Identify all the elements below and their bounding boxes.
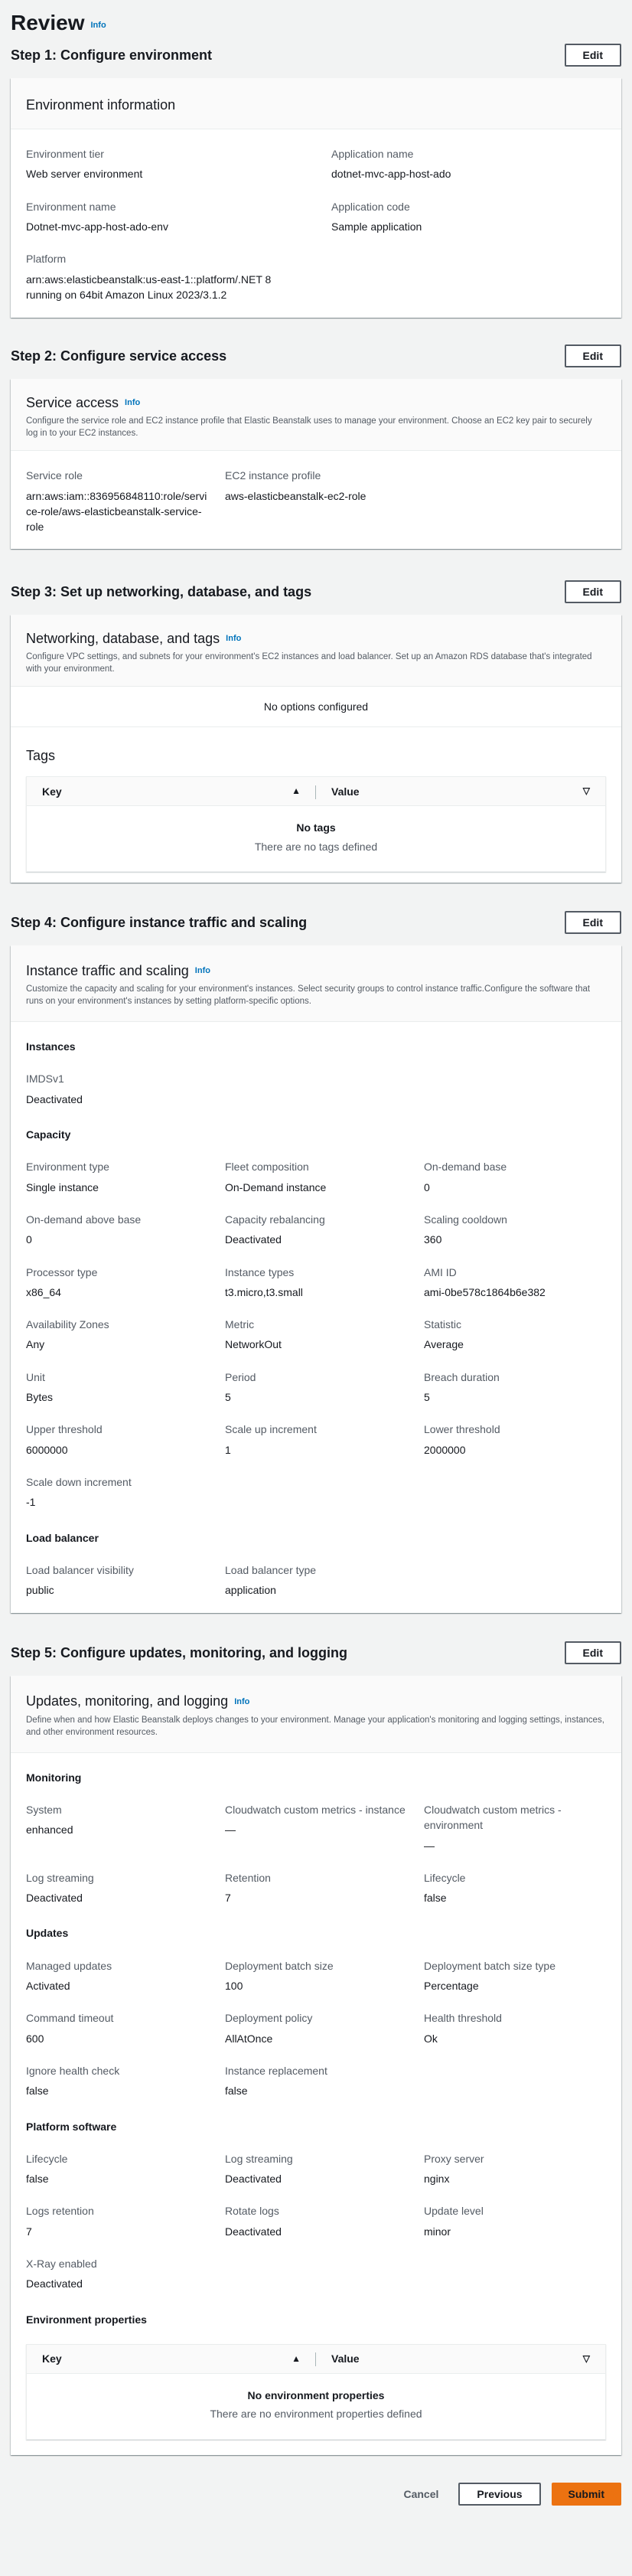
field-label: Deployment batch size type — [424, 1959, 555, 1972]
field-value: 0 — [26, 1233, 32, 1246]
column-header: Value — [331, 785, 360, 798]
field-item — [26, 1802, 225, 1853]
tags-table — [26, 776, 606, 872]
service-access-info-link[interactable]: Info — [125, 398, 141, 408]
updates-monitoring-title: Updates, monitoring, and logging — [26, 1693, 229, 1709]
sort-ascending-icon: ▲ — [292, 785, 301, 797]
field-value: application — [225, 1584, 276, 1597]
field-label: System — [26, 1804, 62, 1816]
field-item — [26, 1159, 225, 1195]
field-label: Processor type — [26, 1265, 98, 1278]
step5-section — [11, 1641, 621, 2454]
field-item — [225, 2010, 424, 2046]
field-value: Deactivated — [225, 2173, 282, 2186]
updates-monitoring-info-link[interactable]: Info — [234, 1696, 250, 1706]
field-value: 5 — [225, 1391, 231, 1404]
monitoring-subtitle: Monitoring — [26, 1771, 82, 1784]
field-value: 2000000 — [424, 1443, 466, 1456]
field-item — [424, 2151, 623, 2187]
field-item — [26, 2010, 225, 2046]
field-label: Load balancer type — [225, 1563, 317, 1576]
field-label: On-demand base — [424, 1161, 507, 1174]
empty-title: No environment properties — [247, 2388, 385, 2401]
step1-edit-button[interactable]: Edit — [565, 44, 621, 67]
field-label: Rotate logs — [225, 2205, 279, 2218]
field-label: Lower threshold — [424, 1423, 500, 1436]
field-value: dotnet-mvc-app-host-ado — [331, 168, 451, 181]
field-item — [424, 1958, 623, 1994]
field-label: Update level — [424, 2205, 484, 2218]
field-item — [424, 2203, 623, 2239]
updates-grid — [26, 1958, 606, 2099]
field-label: Upper threshold — [26, 1423, 103, 1436]
platform-software-subtitle: Platform software — [26, 2120, 117, 2133]
capacity-grid — [26, 1159, 606, 1510]
field-item — [225, 1317, 424, 1353]
page-header — [11, 0, 621, 40]
sort-ascending-icon: ▲ — [292, 2352, 301, 2364]
field-value: 7 — [225, 1892, 231, 1905]
updates-subtitle: Updates — [26, 1927, 69, 1940]
field-label: Cloudwatch custom metrics - instance — [225, 1804, 406, 1816]
wizard-footer — [11, 2455, 621, 2518]
updates-monitoring-card — [11, 1676, 621, 2454]
field-value: Deactivated — [26, 1892, 83, 1905]
field-label: Deployment policy — [225, 2012, 313, 2025]
field-label: Ignore health check — [26, 2064, 120, 2077]
service-access-card — [11, 379, 621, 548]
field-item — [424, 1370, 623, 1406]
field-label: Platform — [26, 253, 67, 266]
field-item — [424, 1212, 623, 1248]
field-item — [424, 1159, 623, 1195]
monitoring-grid — [26, 1802, 606, 1905]
updates-monitoring-description: Define when and how Elastic Beanstalk deploys changes to your environment. Manage your application's monitoring and logging settings, instances, and other environment resources. — [26, 1715, 604, 1737]
field-label: AMI ID — [424, 1265, 457, 1278]
field-item — [424, 2010, 623, 2046]
field-label: Scale down increment — [26, 1475, 132, 1488]
field-value: Dotnet-mvc-app-host-ado-env — [26, 220, 168, 233]
field-value: Sample application — [331, 220, 422, 233]
field-label: EC2 instance profile — [225, 469, 321, 482]
field-value: NetworkOut — [225, 1338, 282, 1351]
field-value: Single instance — [26, 1180, 99, 1193]
step2-edit-button[interactable]: Edit — [565, 344, 621, 367]
field-label: Lifecycle — [26, 2152, 68, 2165]
field-label: Service role — [26, 469, 83, 482]
field-value: arn:aws:elasticbeanstalk:us-east-1::platform/.NET 8 running on 64bit Amazon Linux 2023/3.1.2 — [26, 273, 272, 301]
field-value: Activated — [26, 1980, 70, 1993]
field-value: false — [26, 2173, 49, 2186]
networking-title: Networking, database, and tags — [26, 630, 220, 646]
field-item — [225, 1265, 424, 1301]
environment-info-card — [11, 78, 621, 318]
step4-edit-button[interactable]: Edit — [565, 911, 621, 934]
field-label: Capacity rebalancing — [225, 1213, 325, 1226]
field-item — [26, 2256, 225, 2292]
field-value: On-Demand instance — [225, 1180, 327, 1193]
step2-title: Step 2: Configure service access — [11, 348, 227, 364]
field-value: Ok — [424, 2032, 438, 2045]
field-label: Statistic — [424, 1318, 462, 1331]
environment-properties-subtitle: Environment properties — [26, 2313, 147, 2326]
field-item — [225, 1159, 424, 1195]
step2-section — [11, 344, 621, 548]
field-value: false — [26, 2085, 49, 2098]
previous-button[interactable]: Previous — [458, 2483, 540, 2506]
field-label: Breach duration — [424, 1370, 500, 1383]
field-value: Any — [26, 1338, 45, 1351]
no-options-text: No options configured — [11, 687, 621, 727]
field-label: Scale up increment — [225, 1423, 317, 1436]
field-label: Instance replacement — [225, 2064, 327, 2077]
field-value: 0 — [424, 1180, 430, 1193]
field-value: false — [424, 1892, 447, 1905]
networking-card — [11, 615, 621, 883]
tags-value-column[interactable] — [316, 784, 605, 799]
field-value: 360 — [424, 1233, 442, 1246]
field-value: enhanced — [26, 1823, 73, 1837]
field-label: Lifecycle — [424, 1871, 466, 1884]
field-value: Deactivated — [225, 2225, 282, 2238]
field-value: -1 — [26, 1496, 36, 1509]
step1-title: Step 1: Configure environment — [11, 47, 213, 63]
field-label: Command timeout — [26, 2012, 114, 2025]
cancel-button[interactable]: Cancel — [389, 2483, 452, 2505]
field-label: Application code — [331, 200, 410, 213]
field-label: Environment tier — [26, 148, 104, 161]
field-label: Log streaming — [26, 1871, 94, 1884]
field-item — [225, 1422, 424, 1458]
field-label: Retention — [225, 1871, 271, 1884]
field-value: AllAtOnce — [225, 2032, 273, 2045]
field-label: Application name — [331, 148, 414, 161]
networking-description: Configure VPC settings, and subnets for your environment's EC2 instances and load balancer. Set up an Amazon RDS database that's integrated with your environment. — [26, 651, 592, 674]
field-value: Bytes — [26, 1391, 54, 1404]
field-value: aws-elasticbeanstalk-ec2-role — [225, 489, 366, 502]
field-item — [225, 2063, 424, 2099]
env-value-column[interactable] — [316, 2351, 605, 2366]
field-value: Average — [424, 1338, 464, 1351]
field-item — [225, 2151, 424, 2187]
field-label: X-Ray enabled — [26, 2258, 97, 2271]
field-value: 600 — [26, 2032, 44, 2045]
instance-traffic-info-link[interactable]: Info — [194, 965, 210, 975]
field-label: IMDSv1 — [26, 1073, 64, 1086]
step4-title: Step 4: Configure instance traffic and scaling — [11, 914, 308, 930]
field-item — [26, 2063, 225, 2099]
field-item — [424, 1802, 623, 1853]
page-title: Review — [11, 10, 85, 34]
field-item — [26, 2151, 225, 2187]
step5-title: Step 5: Configure updates, monitoring, and logging — [11, 1645, 347, 1661]
tags-title: Tags — [26, 748, 56, 764]
networking-info-link[interactable]: Info — [226, 633, 242, 643]
step5-edit-button[interactable]: Edit — [565, 1641, 621, 1664]
field-label: Scaling cooldown — [424, 1213, 507, 1226]
tags-key-column[interactable] — [27, 784, 316, 799]
field-item — [424, 1265, 623, 1301]
column-header: Value — [331, 2352, 360, 2365]
field-value: 6000000 — [26, 1443, 68, 1456]
field-value: x86_64 — [26, 1285, 61, 1298]
field-item — [26, 1422, 225, 1458]
instance-traffic-title: Instance traffic and scaling — [26, 962, 189, 978]
instance-traffic-description: Customize the capacity and scaling for your environment's instances. Select security groups to control instance traffic.Configure the software that runs on your environment's instances by setting platform-specific options. — [26, 984, 591, 1007]
field-label: Environment name — [26, 200, 116, 213]
field-label: Managed updates — [26, 1959, 112, 1972]
field-value: — — [225, 1823, 236, 1837]
field-item — [26, 1958, 225, 1994]
field-value: ami-0be578c1864b6e382 — [424, 1285, 546, 1298]
field-label: Logs retention — [26, 2205, 94, 2218]
environment-info-title: Environment information — [26, 97, 176, 113]
field-item — [225, 1958, 424, 1994]
env-key-column[interactable] — [27, 2351, 316, 2366]
instance-traffic-card — [11, 945, 621, 1614]
field-item — [26, 1474, 225, 1510]
submit-button[interactable]: Submit — [552, 2483, 621, 2506]
column-header: Key — [42, 785, 62, 798]
column-header: Key — [42, 2352, 62, 2365]
sort-descending-icon: ▽ — [582, 785, 590, 797]
field-value: Web server environment — [26, 168, 143, 181]
field-item — [225, 2203, 424, 2239]
field-item — [225, 1212, 424, 1248]
step4-section — [11, 910, 621, 1614]
field-value: 5 — [424, 1391, 430, 1404]
field-label: Deployment batch size — [225, 1959, 334, 1972]
field-item — [26, 2203, 225, 2239]
review-info-link[interactable]: Info — [90, 21, 106, 31]
capacity-subtitle: Capacity — [26, 1128, 71, 1141]
environment-properties-table — [26, 2344, 606, 2440]
field-item — [26, 1212, 225, 1248]
field-label: Instance types — [225, 1265, 295, 1278]
field-item — [424, 1422, 623, 1458]
platform-grid — [26, 2151, 606, 2292]
field-label: Metric — [225, 1318, 255, 1331]
field-label: On-demand above base — [26, 1213, 142, 1226]
service-access-title: Service access — [26, 395, 119, 411]
load-balancer-subtitle: Load balancer — [26, 1531, 99, 1544]
field-value: arn:aws:iam::836956848110:role/service-role/aws-elasticbeanstalk-service-role — [26, 489, 207, 534]
step3-section — [11, 580, 621, 883]
field-label: Proxy server — [424, 2152, 484, 2165]
field-label: Fleet composition — [225, 1161, 309, 1174]
field-item — [26, 1317, 225, 1353]
step1-section — [11, 43, 621, 318]
field-item — [225, 1370, 424, 1406]
field-value: public — [26, 1584, 54, 1597]
field-value: t3.micro,t3.small — [225, 1285, 303, 1298]
empty-subtitle: There are no environment properties defined — [210, 2408, 422, 2421]
empty-subtitle: There are no tags defined — [254, 840, 378, 853]
field-value: Deactivated — [26, 1092, 83, 1105]
step3-title: Step 3: Set up networking, database, and tags — [11, 583, 312, 599]
field-item — [26, 1265, 225, 1301]
field-value: 7 — [26, 2225, 32, 2238]
step3-edit-button[interactable]: Edit — [565, 580, 621, 603]
field-value: Deactivated — [225, 1233, 282, 1246]
field-value: 1 — [225, 1443, 231, 1456]
field-value: Deactivated — [26, 2277, 83, 2290]
field-value: Percentage — [424, 1980, 479, 1993]
empty-title: No tags — [296, 821, 336, 834]
field-label: Unit — [26, 1370, 45, 1383]
field-value: 100 — [225, 1980, 243, 1993]
field-item — [424, 1870, 623, 1906]
field-label: Environment type — [26, 1161, 109, 1174]
service-access-description: Configure the service role and EC2 instance profile that Elastic Beanstalk uses to manage your environment. Choose an EC2 key pair to securely log in to your EC2 instances. — [26, 416, 592, 439]
field-label: Period — [225, 1370, 256, 1383]
field-value: nginx — [424, 2173, 450, 2186]
field-item — [26, 1870, 225, 1906]
field-label: Health threshold — [424, 2012, 502, 2025]
field-value: false — [225, 2085, 248, 2098]
field-value: minor — [424, 2225, 451, 2238]
sort-descending-icon: ▽ — [582, 2352, 590, 2364]
field-item — [26, 1370, 225, 1406]
field-label: Cloudwatch custom metrics - environment — [424, 1804, 562, 1832]
field-label: Load balancer visibility — [26, 1563, 134, 1576]
field-value: — — [424, 1839, 435, 1852]
field-item — [424, 1317, 623, 1353]
field-label: Log streaming — [225, 2152, 293, 2165]
field-label: Availability Zones — [26, 1318, 109, 1331]
instances-subtitle: Instances — [26, 1040, 76, 1053]
field-item — [225, 1870, 424, 1906]
field-item — [225, 1802, 424, 1853]
